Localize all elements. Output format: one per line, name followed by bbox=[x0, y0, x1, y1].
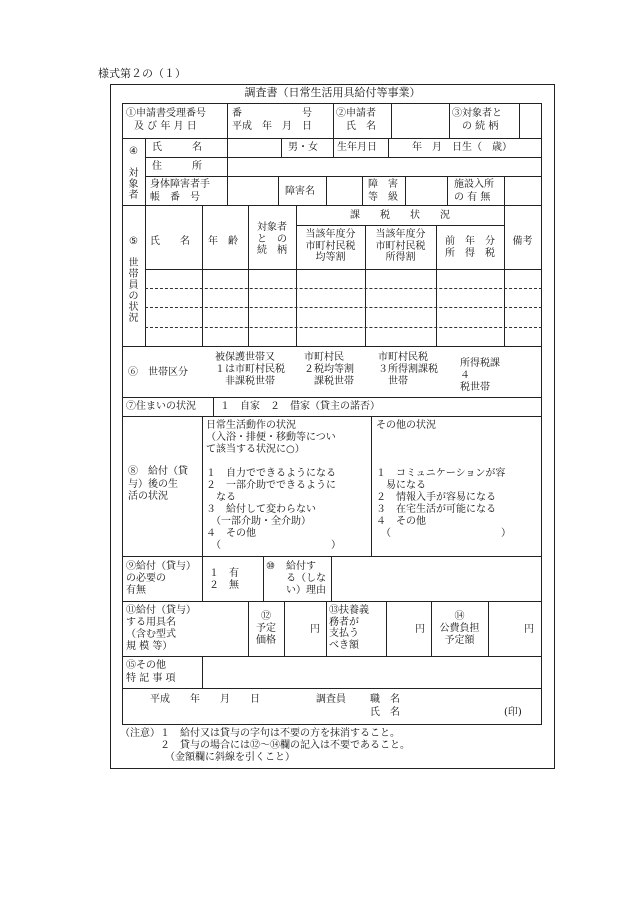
payer-unit: 円 bbox=[415, 624, 425, 635]
category-option-2: 市町村民 ２税均等割 課税世帯 bbox=[304, 352, 354, 387]
col-divider bbox=[333, 138, 334, 157]
row-divider bbox=[122, 397, 542, 398]
row-divider bbox=[122, 346, 542, 347]
reason-label: 給付す る（しな い）理由 bbox=[286, 561, 326, 596]
household-section-label: ⑤ 世 帯 員 の 状 況 bbox=[128, 236, 139, 324]
col-divider bbox=[202, 205, 203, 346]
col-divider bbox=[278, 176, 279, 205]
col-divider bbox=[386, 601, 387, 656]
category-option-1: 被保護世帯又 １は市町村民税 非課税世帯 bbox=[215, 352, 285, 387]
necessity-options: １ 有 ２ 無 bbox=[209, 568, 239, 591]
subject-section-label: ④ 対 象 者 bbox=[128, 146, 139, 201]
income-tax-header: 前 年 分 所 得 税 bbox=[445, 236, 495, 259]
inner-border-bottom bbox=[122, 724, 542, 725]
row-divider bbox=[122, 138, 542, 139]
receipt-label: ①申請書受理番号 bbox=[126, 108, 206, 119]
number-label: 番 号 bbox=[232, 108, 312, 119]
row-divider bbox=[122, 205, 542, 206]
facility-label: 施設入所 bbox=[454, 179, 494, 190]
remarks-header: 備考 bbox=[512, 236, 533, 247]
col-divider bbox=[391, 103, 392, 138]
housing-options: １ 自家 ２ 借家（貸主の諾否） bbox=[220, 401, 380, 412]
relation-header: 対象者 と の 続 柄 bbox=[257, 222, 287, 256]
col-divider bbox=[333, 103, 334, 138]
relation-label: ③対象者と bbox=[452, 108, 502, 119]
household-category-label: ⑥ 世帯区分 bbox=[128, 367, 188, 378]
row-divider bbox=[296, 225, 504, 226]
inner-border-top bbox=[122, 103, 542, 104]
disability-name-label: 障害名 bbox=[285, 186, 315, 197]
name-label: 氏 名 bbox=[152, 142, 202, 153]
col-divider bbox=[202, 416, 203, 556]
col-divider bbox=[202, 656, 203, 688]
outer-border-left bbox=[110, 84, 111, 769]
special-notes-label: ⑮その他 特 記 事 項 bbox=[126, 660, 176, 684]
col-divider bbox=[488, 601, 489, 656]
row-divider bbox=[122, 416, 542, 417]
seal-mark: (印) bbox=[504, 707, 522, 718]
receipt-label-2: 及 び 年 月 日 bbox=[134, 121, 197, 132]
dashed-row-line bbox=[145, 307, 542, 308]
handbook-label-2: 帳 番 号 bbox=[150, 192, 200, 203]
outer-border-bottom bbox=[110, 768, 555, 769]
col-divider bbox=[284, 601, 285, 656]
col-divider bbox=[213, 397, 214, 416]
col-divider bbox=[447, 176, 448, 205]
col-divider bbox=[227, 103, 228, 138]
tax-per-capita-header: 当該年度分 市町村民税 均等割 bbox=[305, 229, 356, 263]
tax-status-header: 課 税 状 況 bbox=[350, 210, 450, 221]
dashed-row-line bbox=[145, 327, 542, 328]
public-unit: 円 bbox=[524, 624, 534, 635]
inner-border-right bbox=[541, 103, 542, 725]
col-divider bbox=[362, 176, 363, 205]
col-divider bbox=[263, 556, 264, 601]
col-divider bbox=[504, 205, 505, 346]
applicant-label: ②申請者 bbox=[336, 108, 376, 119]
birth-value: 年 月 日生（ 歳） bbox=[412, 142, 512, 153]
col-divider bbox=[326, 176, 327, 205]
planned-price-label: ⑫ 予定 価格 bbox=[256, 611, 276, 646]
col-divider bbox=[227, 138, 228, 205]
row-divider bbox=[145, 269, 542, 270]
col-divider bbox=[326, 601, 327, 656]
grade-label-2: 等 級 bbox=[368, 192, 398, 203]
tax-income-header: 当該年度分 市町村民税 所得割 bbox=[375, 229, 426, 263]
row-divider bbox=[122, 688, 542, 689]
col-divider bbox=[405, 176, 406, 205]
row-divider bbox=[145, 176, 542, 177]
equipment-label: ⑪給付（貸与） する用具名 （含む型式 規 模 等） bbox=[126, 605, 196, 652]
category-option-4: 所得税課 ４ 税世帯 bbox=[460, 358, 500, 393]
payer-amount-label: ⑬扶養義 務者が 支払う べき額 bbox=[329, 605, 369, 651]
daily-activity-status: 日常生活動作の状況 （入浴・排便・移動等につい て該当する状況に○） １ 自力でできるようになる ２ 一部介助でできるように なる ３ 給付して変わらない （一部介助・全介助） ４ その他 （ ） bbox=[206, 420, 341, 551]
housing-label: ⑦住まいの状況 bbox=[126, 401, 196, 412]
row-divider bbox=[145, 157, 542, 158]
col-divider bbox=[519, 103, 520, 138]
notes: （注意）１ 給付又は貸与の字句は不要の方を抹消すること。 ２ 貸与の場合には⑫～⑭欄の記入は不要であること。 （金額欄に斜線を引くこと） bbox=[120, 728, 410, 763]
dashed-row-line bbox=[145, 288, 542, 289]
col-divider bbox=[331, 556, 332, 601]
necessity-label: ⑨給付（貸与） の必要の 有無 bbox=[126, 561, 196, 596]
household-name-header: 氏 名 bbox=[150, 236, 190, 247]
col-divider bbox=[296, 205, 297, 346]
signature-date: 平成 年 月 日 bbox=[150, 694, 260, 705]
col-divider bbox=[504, 176, 505, 205]
handbook-label: 身体障害者手 bbox=[150, 179, 210, 190]
category-option-3: 市町村民税 ３所得割課税 世帯 bbox=[378, 352, 438, 387]
reason-number: ⑩ bbox=[266, 561, 275, 572]
relation-label-2: の 続 柄 bbox=[462, 121, 499, 132]
investigator-label: 調査員 bbox=[316, 694, 346, 705]
form-title: 調査書（日常生活用具給付等事業） bbox=[244, 86, 421, 99]
form-number: 様式第２の（１） bbox=[98, 67, 186, 80]
date-label: 平成 年 月 日 bbox=[232, 121, 312, 132]
investigator-name-label: 氏 名 bbox=[370, 707, 400, 718]
outer-border-top bbox=[110, 84, 555, 85]
row-divider bbox=[122, 656, 542, 657]
living-situation-label: ⑧ 給付（貸 与）後の生 活の状況 bbox=[128, 466, 188, 502]
col-divider bbox=[202, 556, 203, 601]
applicant-label-2: 氏 名 bbox=[346, 121, 376, 132]
price-unit: 円 bbox=[310, 624, 320, 635]
col-divider bbox=[449, 103, 450, 138]
facility-label-2: の 有 無 bbox=[454, 192, 491, 203]
col-divider bbox=[145, 138, 146, 205]
row-divider bbox=[122, 601, 542, 602]
other-status: その他の状況 １ コミュニケーションが容 易になる ２ 情報入手が容易になる ３ 在宅生活が可能になる ４ その他 （ ） bbox=[376, 420, 511, 539]
col-divider bbox=[145, 205, 146, 346]
position-label: 職 名 bbox=[370, 694, 400, 705]
outer-border-right bbox=[554, 84, 555, 769]
col-divider bbox=[281, 138, 282, 157]
col-divider bbox=[371, 416, 372, 556]
col-divider bbox=[388, 138, 389, 157]
birth-label: 生年月日 bbox=[337, 142, 377, 153]
address-label: 住 所 bbox=[152, 161, 202, 172]
public-burden-label: ⑭ 公費負担 予定額 bbox=[439, 611, 480, 646]
sex-label: 男・女 bbox=[288, 142, 318, 153]
age-header: 年 齢 bbox=[208, 236, 238, 247]
row-divider bbox=[122, 556, 542, 557]
grade-label: 障 害 bbox=[368, 179, 398, 190]
